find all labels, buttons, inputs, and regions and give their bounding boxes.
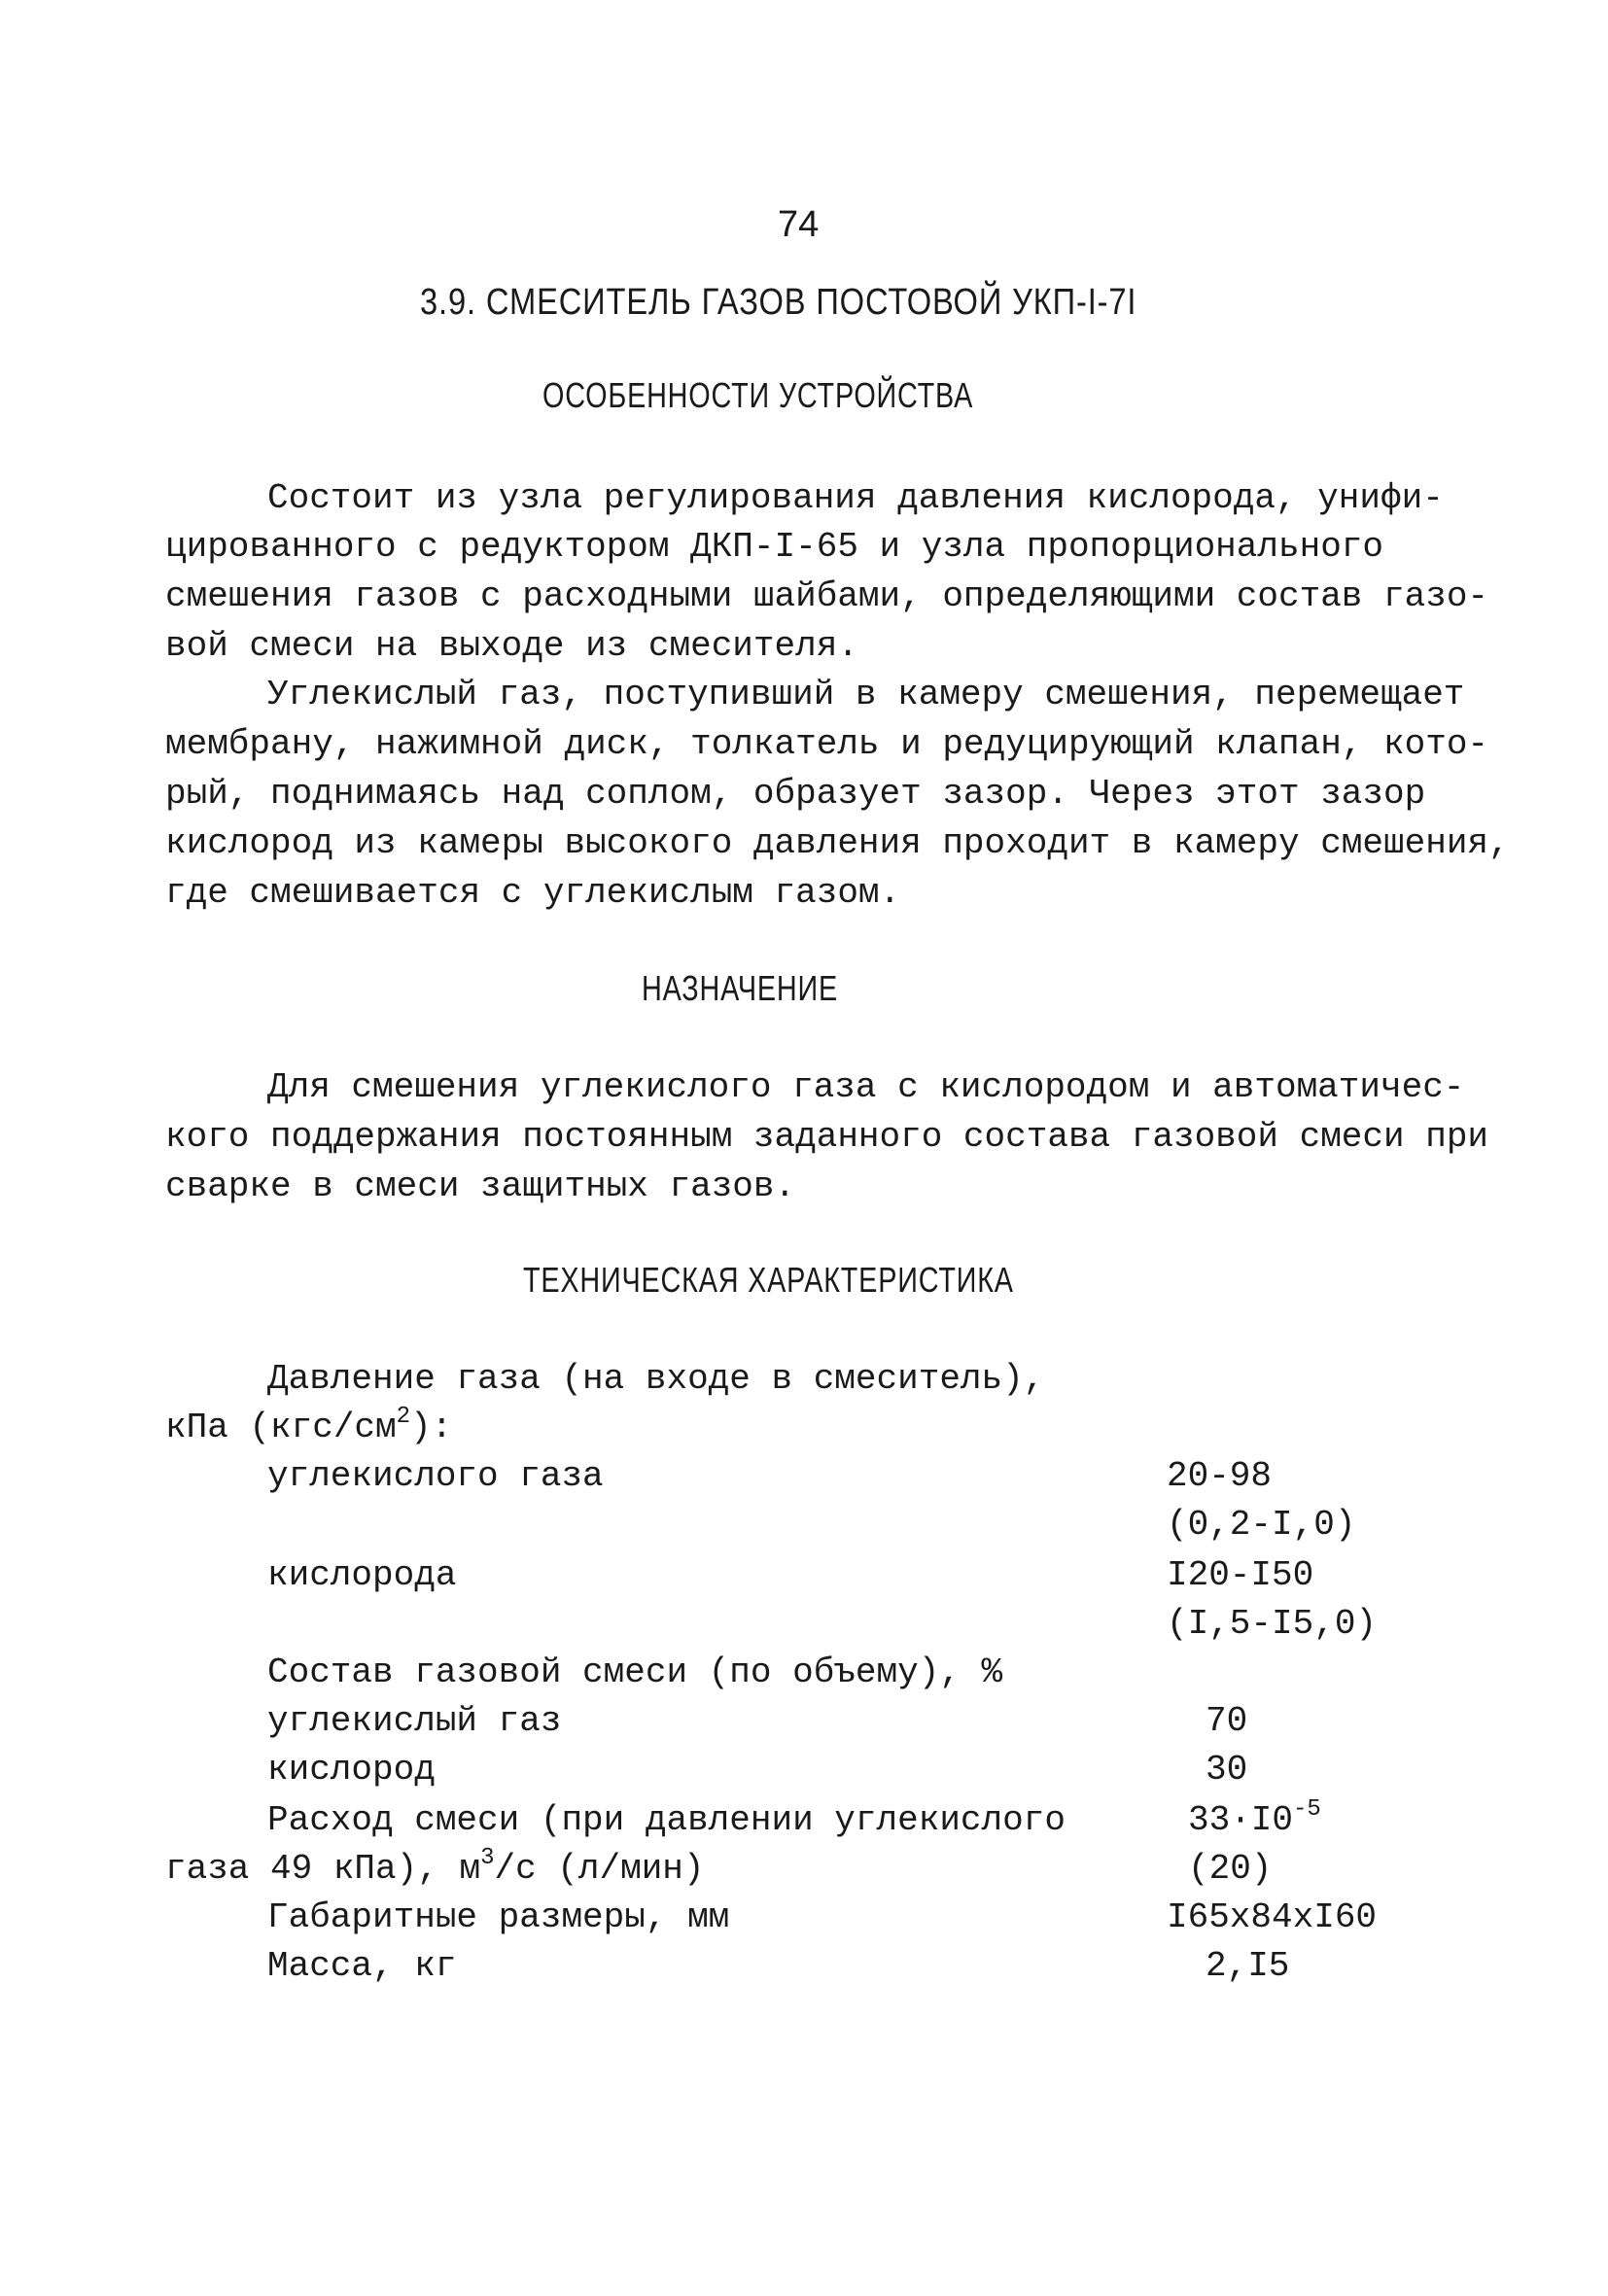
spec-flow-label-2: газа 49 кПа), $м^3/с$ (л/мин) (165, 1845, 705, 1889)
section-heading-purpose: НАЗНАЧЕНИЕ (642, 968, 838, 1008)
spec-o2-label: кислорода (267, 1555, 457, 1595)
section-heading-features: ОСОБЕННОСТИ УСТРОЙСТВА (542, 375, 974, 415)
features-p2-line-3: рый, поднимаясь над соплом, образует зазор. Через этот зазор (165, 774, 1426, 814)
spec-flow-value-alt: (20) (1188, 1849, 1273, 1889)
spec-flow-label-1: Расход смеси (при давлении углекислого (267, 1800, 1066, 1840)
features-p1-line-4: вой смеси на выходе из смесителя. (165, 626, 858, 666)
spec-mix-o2-value: 30 (1206, 1750, 1248, 1790)
features-p2-line-5: где смешивается с углекислым газом. (165, 873, 901, 913)
spec-dims-label: Габаритные размеры, мм (267, 1897, 730, 1937)
features-p1-line-2: цированного с редуктором ДКП-I-65 и узла пропорционального (165, 527, 1384, 567)
purpose-line-1: Для смешения углекислого газа с кислородом и автоматичес- (267, 1067, 1465, 1107)
spec-mix-co2-value: 70 (1206, 1701, 1248, 1741)
features-p2-line-4: кислород из камеры высокого давления проходит в камеру смешения, (165, 823, 1510, 863)
spec-o2-value: I20-I50 (1167, 1555, 1314, 1595)
purpose-line-2: кого поддержания постоянным заданного состава газовой смеси при (165, 1117, 1489, 1157)
features-p1-line-3: смешения газов с расходными шайбами, определяющими состав газо- (165, 576, 1489, 616)
spec-pressure-label-1: Давление газа (на входе в смеситель), (267, 1359, 1045, 1399)
section-heading-specs: ТЕХНИЧЕСКАЯ ХАРАКТЕРИСТИКА (523, 1260, 1014, 1300)
features-p1-line-1: Состоит из узла регулирования давления кислорода, унифи- (267, 478, 1444, 518)
spec-pressure-label-2: кПа $(кгс/см^2)$: (165, 1404, 453, 1447)
spec-mix-co2-label: углекислый газ (267, 1701, 562, 1741)
spec-dims-value: I65х84хI60 (1167, 1897, 1378, 1937)
features-p2-line-2: мембрану, нажимной диск, толкатель и редуцирующий клапан, кото- (165, 724, 1489, 764)
page-title: 3.9. СМЕСИТЕЛЬ ГАЗОВ ПОСТОВОЙ УКП-I-7I (420, 282, 1137, 323)
spec-co2-value: 20-98 (1167, 1456, 1273, 1496)
spec-mass-label: Масса, кг (267, 1946, 457, 1986)
page-number: 74 (778, 204, 820, 245)
purpose-line-3: сварке в смеси защитных газов. (165, 1166, 796, 1206)
spec-mix-o2-label: кислород (267, 1750, 436, 1790)
spec-co2-value-alt: (0,2-I,0) (1167, 1505, 1356, 1545)
spec-co2-label: углекислого газа (267, 1456, 604, 1496)
features-p2-line-1: Углекислый газ, поступивший в камеру смешения, перемещает (267, 675, 1465, 714)
spec-o2-value-alt: (I,5-I5,0) (1167, 1604, 1378, 1644)
spec-flow-value: $33\cdot I0^{-5}$ (1188, 1796, 1321, 1840)
spec-mix-label: Состав газовой смеси (по объему), % (267, 1652, 1003, 1692)
spec-mass-value: 2,I5 (1206, 1946, 1290, 1986)
